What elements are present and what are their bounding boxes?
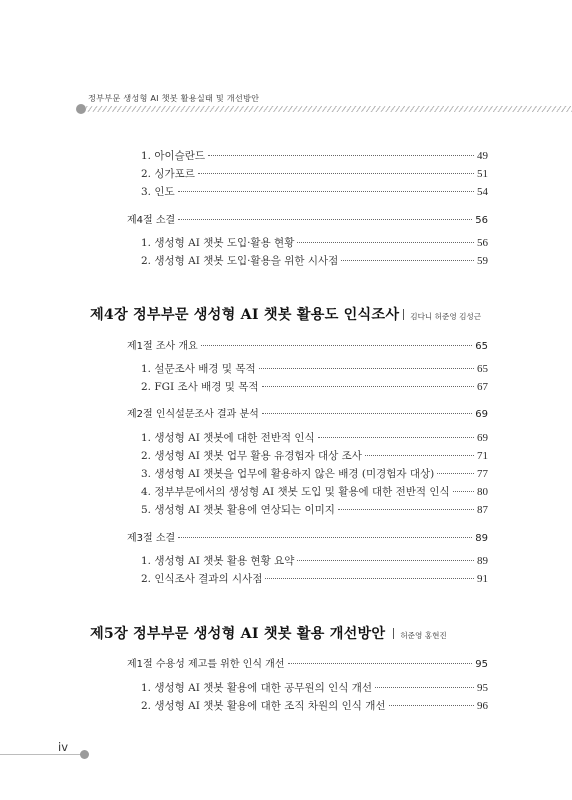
toc-leader bbox=[208, 155, 474, 156]
chapter-authors: 김다니 허준영 김성근 bbox=[410, 312, 482, 321]
toc-page-number: 56 bbox=[475, 215, 488, 226]
toc-page-number: 89 bbox=[477, 555, 488, 567]
chapter-separator bbox=[403, 309, 404, 320]
toc-page-number: 67 bbox=[477, 381, 488, 393]
toc-leader bbox=[265, 578, 474, 579]
footer-bullet-icon bbox=[80, 750, 89, 759]
toc-item[interactable] bbox=[141, 235, 488, 250]
toc-leader bbox=[453, 491, 474, 492]
footer-rule bbox=[0, 754, 84, 755]
toc-item[interactable] bbox=[141, 253, 488, 268]
toc-section[interactable] bbox=[127, 405, 488, 420]
toc-leader bbox=[262, 413, 472, 414]
toc-page-number: 77 bbox=[477, 468, 488, 480]
toc-item-label: 2. 생성형 AI 챗봇 업무 활용 유경험자 대상 조사 bbox=[141, 450, 362, 462]
toc-page-number: 65 bbox=[477, 363, 488, 375]
toc-page-number: 96 bbox=[477, 700, 488, 712]
toc-item[interactable] bbox=[141, 502, 488, 517]
toc-leader bbox=[389, 705, 474, 706]
toc-item-label: 5. 생성형 AI 챗봇 활용에 연상되는 이미지 bbox=[141, 504, 335, 516]
header-hatch-pattern bbox=[86, 106, 572, 112]
toc-section-label: 제2절 인식설문조사 결과 분석 bbox=[127, 409, 259, 420]
toc-leader bbox=[297, 242, 474, 243]
toc-page-number: 91 bbox=[477, 573, 488, 585]
toc-page-number: 80 bbox=[477, 486, 488, 498]
toc-section-label: 제1절 조사 개요 bbox=[127, 341, 198, 352]
toc-item[interactable] bbox=[141, 448, 488, 463]
toc-section-label: 제4절 소결 bbox=[127, 215, 176, 226]
toc-section-label: 제3절 소결 bbox=[127, 533, 176, 544]
toc-item[interactable] bbox=[141, 698, 488, 713]
toc-leader bbox=[338, 509, 474, 510]
toc-leader bbox=[297, 560, 474, 561]
toc-page-number: 65 bbox=[475, 341, 488, 352]
toc-chapter-5[interactable] bbox=[90, 623, 447, 643]
toc-chapter-4[interactable] bbox=[90, 304, 481, 324]
toc-item-label: 2. 인식조사 결과의 시사점 bbox=[141, 573, 263, 585]
toc-leader bbox=[198, 173, 474, 174]
toc-leader bbox=[178, 191, 474, 192]
toc-item-label: 2. 생성형 AI 챗봇 활용에 대한 조직 차원의 인식 개선 bbox=[141, 700, 386, 712]
toc-item[interactable] bbox=[141, 166, 488, 181]
toc-item-label: 1. 아이슬란드 bbox=[141, 150, 206, 162]
toc-item[interactable] bbox=[141, 553, 488, 568]
toc-item-label: 3. 인도 bbox=[141, 186, 175, 198]
toc-leader bbox=[288, 663, 473, 664]
toc-leader bbox=[201, 345, 473, 346]
toc-page-number: 71 bbox=[477, 450, 488, 462]
header-bullet-icon bbox=[76, 104, 86, 114]
toc-section[interactable] bbox=[127, 337, 488, 352]
toc-item-label: 3. 생성형 AI 챗봇을 업무에 활용하지 않은 배경 (미경험자 대상) bbox=[141, 468, 435, 480]
toc-page-number: 56 bbox=[477, 237, 488, 249]
toc-page-number: 54 bbox=[477, 186, 488, 198]
chapter-authors: 허준영 홍현진 bbox=[400, 631, 447, 640]
toc-item[interactable] bbox=[141, 184, 488, 199]
header-rule bbox=[76, 104, 572, 114]
toc-item[interactable] bbox=[141, 484, 488, 499]
page-number: iv bbox=[58, 740, 69, 754]
toc-section[interactable] bbox=[127, 211, 488, 226]
toc-leader bbox=[365, 455, 474, 456]
toc-item-label: 1. 생성형 AI 챗봇 활용에 대한 공무원의 인식 개선 bbox=[141, 682, 373, 694]
toc-leader bbox=[437, 473, 474, 474]
toc-page-number: 89 bbox=[475, 533, 488, 544]
toc-leader bbox=[375, 687, 474, 688]
toc-section-label: 제1절 수용성 제고를 위한 인식 개선 bbox=[127, 659, 285, 670]
toc-item[interactable] bbox=[141, 680, 488, 695]
toc-leader bbox=[318, 437, 474, 438]
toc-item-label: 1. 생성형 AI 챗봇에 대한 전반적 인식 bbox=[141, 432, 315, 444]
toc-leader bbox=[178, 537, 472, 538]
toc-section[interactable] bbox=[127, 529, 488, 544]
toc-leader bbox=[259, 368, 474, 369]
toc-page-number: 51 bbox=[477, 168, 488, 180]
chapter-separator bbox=[393, 628, 394, 639]
toc-item-label: 1. 생성형 AI 챗봇 활용 현황 요약 bbox=[141, 555, 295, 567]
toc-page-number: 95 bbox=[477, 682, 488, 694]
toc-item[interactable] bbox=[141, 430, 488, 445]
toc-item-label: 2. 생성형 AI 챗봇 도입·활용을 위한 시사점 bbox=[141, 255, 339, 267]
toc-page-number: 49 bbox=[477, 150, 488, 162]
toc-section[interactable] bbox=[127, 655, 488, 670]
toc-page-number: 95 bbox=[475, 659, 488, 670]
toc-item-label: 2. FGI 조사 배경 및 목적 bbox=[141, 381, 259, 393]
toc-item[interactable] bbox=[141, 466, 488, 481]
toc-item[interactable] bbox=[141, 148, 488, 163]
toc-leader bbox=[341, 260, 474, 261]
toc-item[interactable] bbox=[141, 379, 488, 394]
toc-item-label: 1. 생성형 AI 챗봇 도입·활용 현황 bbox=[141, 237, 295, 249]
toc-leader bbox=[262, 386, 474, 387]
toc-page-number: 59 bbox=[477, 255, 488, 267]
toc-page-number: 87 bbox=[477, 504, 488, 516]
toc-item-label: 4. 정부부문에서의 생성형 AI 챗봇 도입 및 활용에 대한 전반적 인식 bbox=[141, 486, 450, 498]
toc-item-label: 2. 싱가포르 bbox=[141, 168, 195, 180]
chapter-title: 제5장 정부부문 생성형 AI 챗봇 활용 개선방안 bbox=[90, 626, 386, 642]
toc-leader bbox=[178, 219, 472, 220]
chapter-title: 제4장 정부부문 생성형 AI 챗봇 활용도 인식조사 bbox=[90, 307, 400, 323]
toc-page-number: 69 bbox=[477, 432, 488, 444]
toc-item-label: 1. 설문조사 배경 및 목적 bbox=[141, 363, 256, 375]
running-header-title: 정부부문 생성형 AI 챗봇 활용실태 및 개선방안 bbox=[88, 93, 260, 103]
toc-item[interactable] bbox=[141, 571, 488, 586]
toc-item[interactable] bbox=[141, 361, 488, 376]
toc-page-number: 69 bbox=[475, 409, 488, 420]
